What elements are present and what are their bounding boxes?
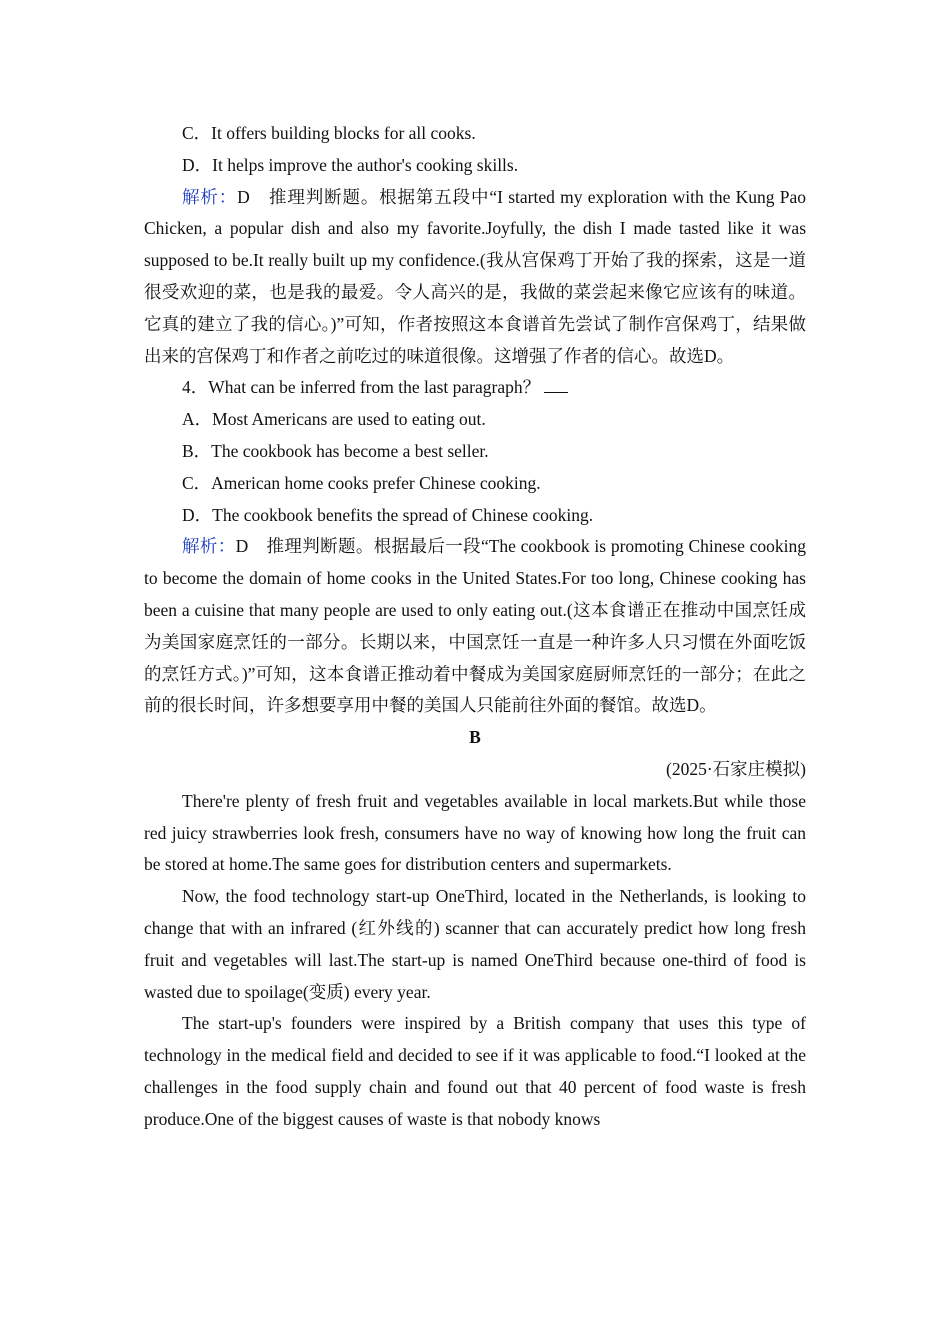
- document-page: [144, 118, 806, 1136]
- passage-paragraph-3: The start-up's founders were inspired by a British company that uses this type of technology in the medical field and decided to see if it was applicable to food.“I looked at the challenges in the food supply chain and found out that 40 percent of food waste is fresh produce.One of the biggest causes of waste is that nobody knows: [144, 1013, 806, 1129]
- q4-answer-blank: [544, 374, 568, 393]
- q4-option-c: C．American home cooks prefer Chinese cooking.: [182, 472, 541, 493]
- q4-question: [144, 372, 806, 404]
- q4-option-b: B．The cookbook has become a best seller.: [182, 440, 489, 461]
- section-heading: B: [469, 727, 481, 748]
- q3-analysis-label: 解析：: [182, 186, 238, 207]
- q3-option-d: D．It helps improve the author's cooking skills.: [182, 154, 519, 175]
- q4-option-a: A．Most Americans are used to eating out.: [182, 409, 486, 430]
- q3-analysis-text: D 推理判断题。根据第五段中“I started my exploration with the Kung Pao Chicken, a popular dish and also my favorite.Joyfully, the dish I made tasted like it was supposed to be.It really built up my confidence.(我从宫保鸡丁开始了我的探索，这是一道很受欢迎的菜，也是我的最爱。令人高兴的是，我做的菜尝起来像它应该有的味道。它真的建立了我的信心。)”可知，作者按照这本食谱首先尝试了制作宫保鸡丁，结果做出来的宫保鸡丁和作者之前吃过的味道很像。这增强了作者的信心。故选D。: [144, 186, 807, 366]
- q3-option-c: C．It offers building blocks for all cooks.: [182, 123, 476, 143]
- section-source: (2025·石家庄模拟): [666, 758, 806, 779]
- passage-paragraph-1: There're plenty of fresh fruit and vegetables available in local markets.But while those red juicy strawberries look fresh, consumers have no way of knowing how long the fruit can be stored at home.The same goes for distribution centers and supermarkets.: [144, 790, 806, 875]
- q3-analysis: [144, 182, 806, 373]
- q4-question-text: 4．What can be inferred from the last paragraph？: [182, 377, 541, 398]
- q4-analysis: [144, 531, 806, 722]
- passage-paragraph-2: Now, the food technology start-up OneThird, located in the Netherlands, is looking to change that with an infrared (红外线的) scanner that can accurately predict how long fresh fruit and vegetables will last.The start-up is named OneThird because one-third of food is wasted due to spoilage(变质) every year.: [144, 886, 806, 1002]
- q4-analysis-text: D 推理判断题。根据最后一段“The cookbook is promoting Chinese cooking to become the domain of home cooks in the United States.For too long, Chinese cooking has been a cuisine that many people are used to only eating out.(这本食谱正在推动中国烹饪成为美国家庭烹饪的一部分。长期以来，中国烹饪一直是一种许多人只习惯在外面吃饭的烹饪方式。)”可知，这本食谱正推动着中餐成为美国家庭厨师烹饪的一部分；在此之前的很长时间，许多想要享用中餐的美国人只能前往外面的餐馆。故选D。: [144, 536, 807, 716]
- q4-analysis-label: 解析：: [182, 536, 236, 557]
- q4-option-d: D．The cookbook benefits the spread of Chinese cooking.: [182, 504, 594, 525]
